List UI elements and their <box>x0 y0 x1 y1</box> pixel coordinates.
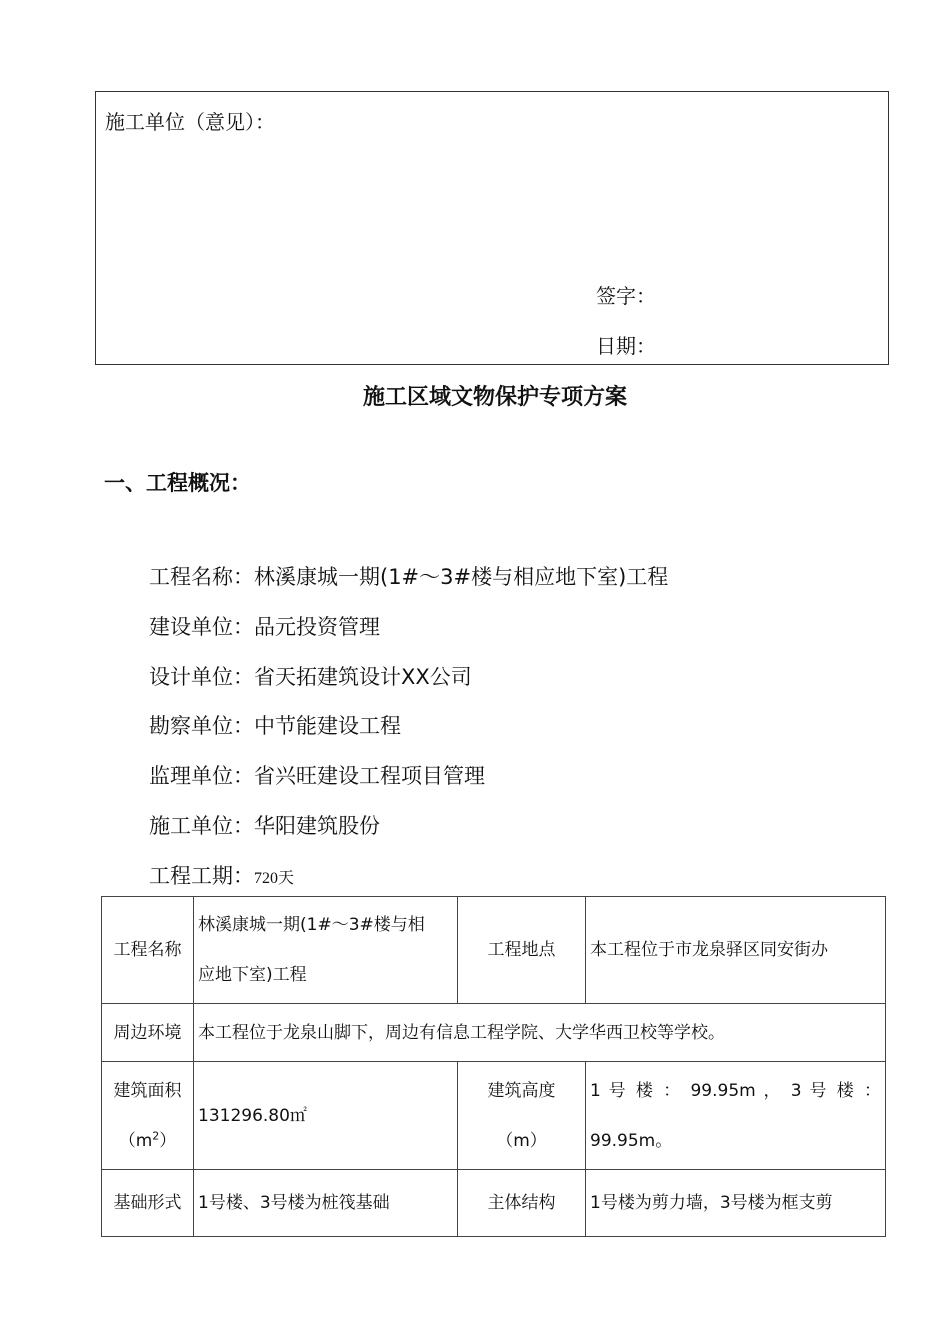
cell-text: 主体结构 <box>487 1193 556 1213</box>
info-contractor <box>149 810 380 840</box>
document-title: 施工区域文物保护专项方案 <box>362 385 627 410</box>
cell-text: 本工程位于龙泉山脚下，周边有信息工程学院、大学华西卫校等学校。 <box>198 1022 725 1043</box>
table-cell <box>586 1170 886 1237</box>
info-value: 省兴旺建设工程项目管理 <box>254 764 485 788</box>
overview-table <box>101 896 886 1237</box>
table-cell <box>586 897 886 1004</box>
table-cell <box>194 897 458 1004</box>
signature-label: 签字： <box>596 284 656 308</box>
table-header-cell <box>102 1004 194 1062</box>
unit-text: （m <box>118 1130 153 1151</box>
cell-text: （m） <box>496 1130 547 1151</box>
date-label: 日期： <box>596 334 656 358</box>
info-key: 工程工期： <box>149 864 254 888</box>
section-heading: 一、工程概况： <box>104 471 251 495</box>
table-header-cell <box>102 1170 194 1237</box>
info-value: 林溪康城一期(1#～3#楼与相应地下室)工程 <box>254 565 669 589</box>
info-value: 华阳建筑股份 <box>254 814 380 838</box>
cell-text: 99.95m。 <box>590 1130 673 1151</box>
info-key: 建设单位： <box>149 615 254 639</box>
unit-superscript: 2 <box>152 1128 160 1142</box>
info-project-name <box>149 561 668 591</box>
cell-text: 本工程位于市龙泉驿区同安街办 <box>590 940 828 960</box>
info-value: 720天 <box>254 870 295 887</box>
table-header-cell <box>458 1170 586 1237</box>
info-value: 品元投资管理 <box>254 615 380 639</box>
table-header-cell <box>458 897 586 1004</box>
info-designer <box>149 661 472 691</box>
cell-text <box>106 1116 189 1166</box>
table-row <box>102 1170 886 1237</box>
table-row <box>102 1004 886 1062</box>
info-duration <box>149 860 294 890</box>
cell-text: 工程名称 <box>113 940 182 960</box>
info-builder <box>149 611 380 641</box>
cell-text: 周边环境 <box>113 1022 182 1043</box>
info-supervisor <box>149 760 485 790</box>
table-cell <box>194 1004 886 1062</box>
table-cell <box>194 1062 458 1170</box>
cell-text: 建筑高度 <box>487 1080 556 1101</box>
cell-text: 131296.80㎡ <box>198 1105 307 1126</box>
table-row <box>102 1062 886 1170</box>
info-key: 勘察单位： <box>149 714 254 738</box>
cell-text: 应地下室)工程 <box>198 965 307 985</box>
cell-text: 建筑面积 <box>113 1080 182 1101</box>
info-key: 设计单位： <box>149 665 254 689</box>
cell-text: 基础形式 <box>113 1193 182 1213</box>
opinion-label: 施工单位（意见）： <box>105 110 275 134</box>
cell-text: 1号楼为剪力墙，3号楼为框支剪 <box>590 1193 833 1213</box>
info-key: 监理单位： <box>149 764 254 788</box>
table-header-cell <box>102 897 194 1004</box>
table-row <box>102 897 886 1004</box>
opinion-box <box>95 91 889 365</box>
table-cell <box>586 1062 886 1170</box>
unit-text: ） <box>159 1130 177 1151</box>
info-surveyor <box>149 710 401 740</box>
info-key: 工程名称： <box>149 565 254 589</box>
info-value: 省天拓建筑设计XX公司 <box>254 665 472 689</box>
cell-text: 林溪康城一期(1#～3#楼与相 <box>198 915 425 935</box>
info-value: 中节能建设工程 <box>254 714 401 738</box>
table-header-cell <box>458 1062 586 1170</box>
cell-text: 1号楼、3号楼为桩筏基础 <box>198 1193 390 1213</box>
table-cell <box>194 1170 458 1237</box>
table-header-cell <box>102 1062 194 1170</box>
cell-text: 工程地点 <box>487 940 556 960</box>
info-key: 施工单位： <box>149 814 254 838</box>
cell-text: 1 号 楼 ： 99.95m ， 3 号 楼 ： <box>590 1080 881 1101</box>
